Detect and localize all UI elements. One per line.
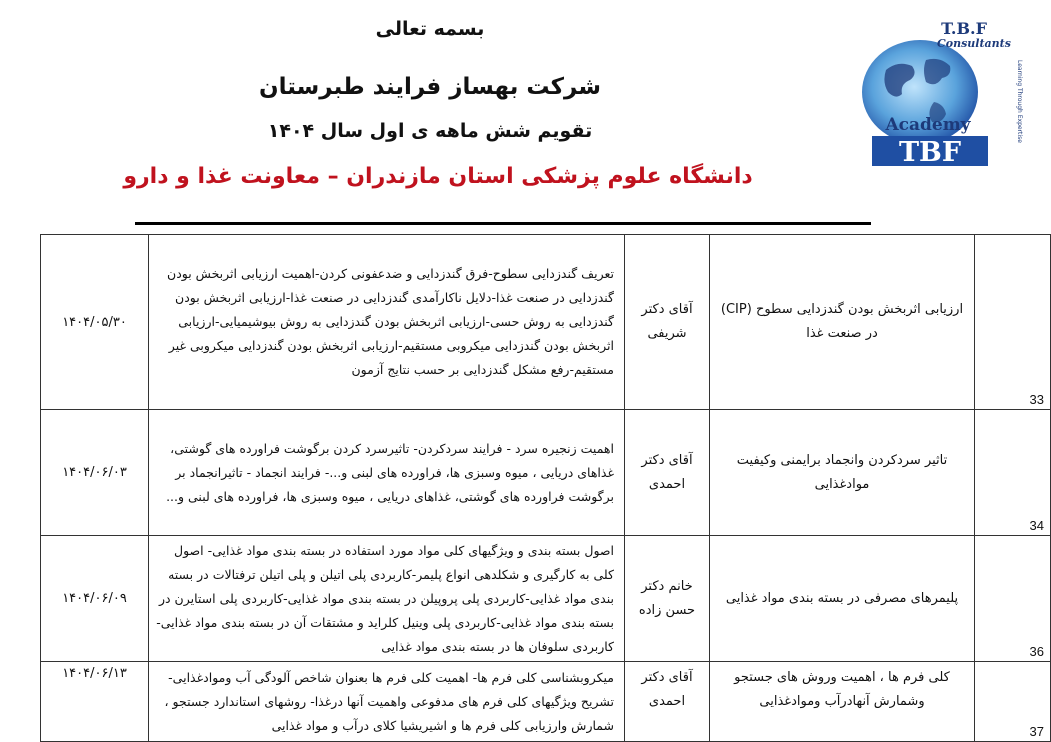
tbf-academy-logo xyxy=(856,20,1022,170)
course-title: تاثیر سردکردن وانجماد برایمنی وکیفیت موادغذایی xyxy=(710,410,975,536)
course-date: ۱۴۰۴/۰۶/۰۳ xyxy=(41,410,149,536)
course-teacher: خانم دکتر حسن زاده xyxy=(625,536,710,662)
university-title: دانشگاه علوم پزشکی استان مازندران – معاونت غذا و دارو xyxy=(123,164,753,189)
logo-sub-text: Consultants xyxy=(937,37,1011,50)
table-row xyxy=(41,662,1051,742)
course-number: 34 xyxy=(975,410,1051,536)
course-date: ۱۴۰۴/۰۶/۰۹ xyxy=(41,536,149,662)
table-row xyxy=(41,536,1051,662)
logo-brand-text: TBF xyxy=(898,137,962,168)
course-teacher: آقای دکتر شریفی xyxy=(625,235,710,410)
course-title: کلی فرم ها ، اهمیت وروش های جستجو وشمارش آنهادرآب وموادغذایی xyxy=(710,662,975,742)
course-description: اصول بسته بندی و ویژگیهای کلی مواد مورد استفاده در بسته بندی مواد غذایی- اصول کلی به کارگیری و شکلدهی انواع پلیمر-کاربردی پلی اتیلن و پلی اتیلن ترفتالات در بسته بندی مواد غذایی-کاربردی پلی پروپیلن در بسته بندی مواد غذایی-کاربردی پلی استایرن در بسته بندی مواد غذایی-کاربردی پلی وینیل کلراید و مشتقات آن در بسته بندی مواد غذایی-کاربردی سلوفان ها در بسته بندی مواد غذایی xyxy=(149,536,625,662)
course-teacher: آقای دکتر احمدی xyxy=(625,410,710,536)
bismillah-heading: بسمه تعالی xyxy=(375,18,485,40)
company-name: شرکت بهساز فرایند طبرستان xyxy=(259,74,601,100)
header-divider xyxy=(135,222,871,225)
course-number: 33 xyxy=(975,235,1051,410)
course-number: 37 xyxy=(975,662,1051,742)
calendar-title: تقویم شش ماهه ی اول سال ۱۴۰۴ xyxy=(267,120,593,142)
course-number: 36 xyxy=(975,536,1051,662)
course-teacher: آقای دکتر احمدی xyxy=(625,662,710,742)
logo-top-text: T.B.F xyxy=(941,19,987,38)
course-description: تعریف گندزدایی سطوح-فرق گندزدایی و ضدعفونی کردن-اهمیت ارزیابی اثربخش بودن گندزدایی در صنعت غذا-دلایل ناکارآمدی گندزدایی در صنعت غذا-ارزیابی اثربخش بودن گندزدایی به روش حسی-ارزیابی اثربخش بودن گندزدایی به روش بیوشیمیایی-ارزیابی اثربخش بودن گندزدایی میکروبی مستقیم-ارزیابی اثربخش بودن گندزدایی میکروبی غیر مستقیم-رفع مشکل گندزدایی بر حسب نتایج آزمون xyxy=(149,235,625,410)
course-date: ۱۴۰۴/۰۶/۱۳ xyxy=(41,662,149,742)
course-schedule-table xyxy=(40,234,1044,739)
table-row xyxy=(41,410,1051,536)
course-description: میکروبشناسی کلی فرم ها- اهمیت کلی فرم ها بعنوان شاخص آلودگی آب وموادغذایی- تشریح ویژگیهای کلی فرم های مدفوعی واهمیت آنها درغذا- روشهای استاندارد جستجو ، شمارش وارزیابی کلی فرم ها و اشیریشیا کلای درآب و مواد غذایی xyxy=(149,662,625,742)
course-date: ۱۴۰۴/۰۵/۳۰ xyxy=(41,235,149,410)
course-description: اهمیت زنجیره سرد - فرایند سردکردن- تاثیرسرد کردن برگوشت فراورده های گوشتی، غذاهای دریایی ، میوه وسبزی ها، فراورده های لبنی و...- فرایند انجماد - تاثیرانجماد بر برگوشت فراورده های گوشتی، غذاهای دریایی ، میوه وسبزی ها، فراورده های لبنی و... xyxy=(149,410,625,536)
course-title: پلیمرهای مصرفی در بسته بندی مواد غذایی xyxy=(710,536,975,662)
logo-academy-text: Academy xyxy=(885,115,971,135)
course-title: ارزیابی اثربخش بودن گندزدایی سطوح (CIP) در صنعت غذا xyxy=(710,235,975,410)
logo-side-text: Learning Through Expertise xyxy=(1016,60,1023,143)
table-row xyxy=(41,235,1051,410)
